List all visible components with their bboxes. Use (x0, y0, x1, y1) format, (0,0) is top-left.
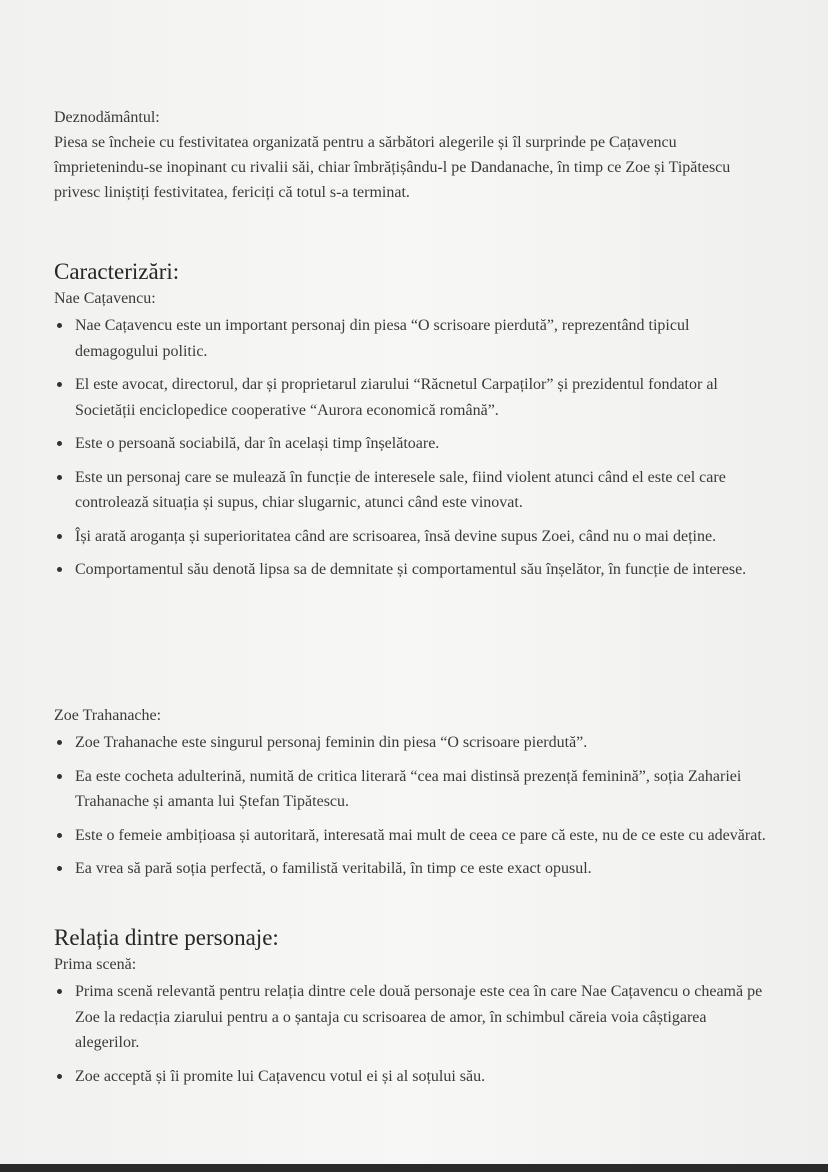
list-item (54, 313, 774, 364)
list-item (54, 764, 774, 815)
page-bottom-edge (0, 1164, 828, 1172)
nae-label: Nae Cațavencu: (54, 290, 156, 307)
bullet-icon (57, 323, 62, 328)
bullet-icon (57, 534, 62, 539)
bullet-icon (57, 382, 62, 387)
relatia-list (54, 979, 774, 1089)
caracterizari-heading: Caracterizări: (54, 259, 180, 284)
list-item (54, 730, 774, 756)
list-item (54, 1064, 774, 1090)
zoe-section (54, 703, 774, 890)
prima-scena-label: Prima scenă: (54, 956, 137, 973)
deznodamant-label: Deznodământul: (54, 109, 160, 126)
nae-list (54, 313, 774, 583)
bullet-icon (57, 1074, 62, 1079)
bullet-icon (57, 740, 62, 745)
bullet-icon (57, 989, 62, 994)
list-item-text: Comportamentul său denotă lipsa sa de demnitate și comportamentul său înșelător, în funcție de interese. (75, 561, 747, 578)
list-item (54, 823, 774, 849)
caracterizari-section (54, 258, 774, 591)
list-item (54, 524, 774, 550)
bullet-icon (57, 475, 62, 480)
list-item-text: Își arată aroganța și superioritatea când are scrisoarea, însă devine supus Zoei, când nu o mai deține. (75, 527, 717, 545)
deznodamant-section (54, 105, 774, 205)
list-item-text: El este avocat, directorul, dar și proprietarul ziarului “Răcnetul Carpaților” și prezidentul fondator al Societății enciclopedice cooperative “Aurora economică română”. (75, 376, 718, 419)
list-item-text: Este un personaj care se mulează în funcție de interesele sale, fiind violent atunci când el este cel care controlează situația și supus, chiar slugarnic, atunci când este vinovat. (75, 468, 726, 511)
list-item-text: Ea este cocheta adulterină, numită de critica literară “cea mai distinsă prezență feminină”, soția Zahariei Trahanache și amanta lui Ștefan Tipătescu. (75, 767, 742, 810)
list-item-text: Zoe Trahanache este singurul personaj feminin din piesa “O scrisoare pierdută”. (75, 734, 588, 751)
zoe-label: Zoe Trahanache: (54, 707, 162, 724)
bullet-icon (57, 567, 62, 572)
list-item-text: Prima scenă relevantă pentru relația dintre cele două personaje este cea în care Nae Cațavencu o cheamă pe Zoe la redacția ziarului pentru a o șantaja cu scrisoarea de amor, în schimbul căreia voia câștigarea alegerilor. (75, 983, 763, 1051)
relatia-section (54, 924, 774, 1097)
bullet-icon (57, 866, 62, 871)
list-item-text: Ea vrea să pară soția perfectă, o familistă veritabilă, în timp ce este exact opusul. (75, 860, 592, 877)
list-item (54, 856, 774, 882)
bullet-icon (57, 774, 62, 779)
list-item (54, 372, 774, 423)
relatia-heading: Relația dintre personaje: (54, 925, 279, 950)
bullet-icon (57, 833, 62, 838)
list-item (54, 557, 774, 583)
list-item-text: Nae Cațavencu este un important personaj din piesa “O scrisoare pierdută”, reprezentând tipicul demagogului politic. (75, 317, 690, 360)
list-item (54, 431, 774, 457)
list-item-text: Este o persoană sociabilă, dar în același timp înșelătoare. (75, 435, 440, 452)
zoe-list (54, 730, 774, 882)
deznodamant-text: Piesa se încheie cu festivitatea organizată pentru a sărbători alegerile și îl surprinde pe Cațavencu împrietenindu-se inopinant cu rivalii săi, chiar îmbrățișându-l pe Dandanache, în timp ce Zoe și Tipătescu privesc liniștiți festivitatea, fericiți că totul s-a terminat. (54, 134, 731, 201)
list-item (54, 465, 774, 516)
bullet-icon (57, 441, 62, 446)
list-item-text: Este o femeie ambițioasa și autoritară, interesată mai mult de ceea ce pare că este, nu de ce este cu adevărat. (75, 826, 766, 844)
list-item-text: Zoe acceptă și îi promite lui Cațavencu votul ei și al soțului său. (75, 1067, 486, 1085)
list-item (54, 979, 774, 1056)
